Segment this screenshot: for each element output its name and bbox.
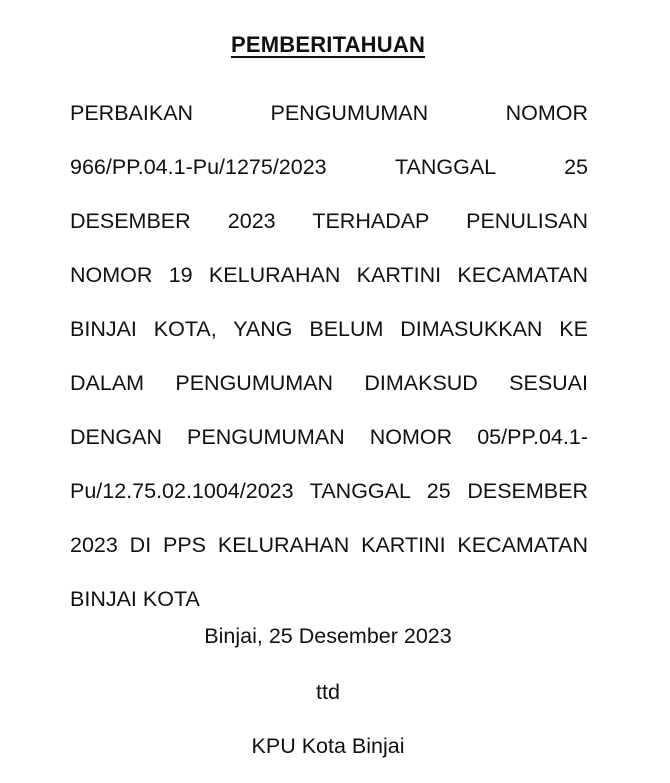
body-line-10: BINJAI KOTA bbox=[70, 587, 200, 611]
signature-note: ttd bbox=[316, 680, 340, 704]
body-line-8: Pu/12.75.02.1004/2023 TANGGAL 25 DESEMBER bbox=[70, 479, 588, 503]
body-line-1: PERBAIKAN PENGUMUMAN NOMOR bbox=[70, 101, 588, 125]
body-line-9: 2023 DI PPS KELURAHAN KARTINI KECAMATAN bbox=[70, 533, 588, 557]
body-line-6: DALAM PENGUMUMAN DIMAKSUD SESUAI bbox=[70, 371, 588, 395]
body-line-4: NOMOR 19 KELURAHAN KARTINI KECAMATAN bbox=[70, 263, 588, 287]
place-date: Binjai, 25 Desember 2023 bbox=[204, 624, 452, 648]
body-line-2: 966/PP.04.1-Pu/1275/2023 TANGGAL 25 bbox=[70, 155, 588, 179]
issuer-name: KPU Kota Binjai bbox=[251, 734, 405, 758]
body-line-3: DESEMBER 2023 TERHADAP PENULISAN bbox=[70, 209, 588, 233]
document-title: PEMBERITAHUAN bbox=[230, 32, 426, 57]
notice-body bbox=[70, 86, 588, 626]
body-line-5: BINJAI KOTA, YANG BELUM DIMASUKKAN KE bbox=[70, 317, 588, 341]
body-line-7: DENGAN PENGUMUMAN NOMOR 05/PP.04.1- bbox=[70, 425, 588, 449]
